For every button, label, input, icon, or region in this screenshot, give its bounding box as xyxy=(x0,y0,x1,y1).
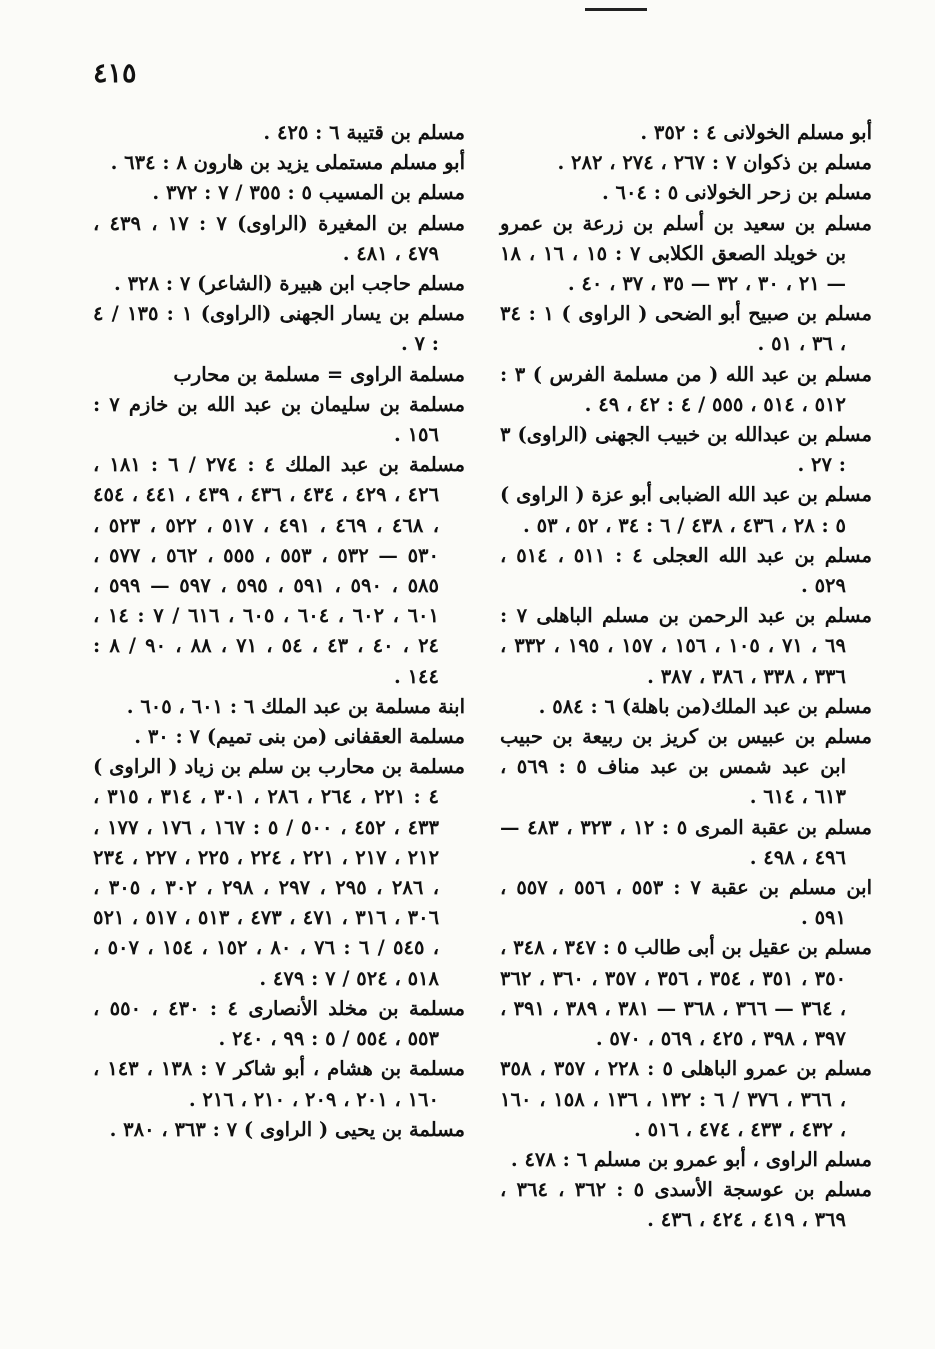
index-entry: أبو مسلم مستملى يزيد بن هارون ٨ : ٦٣٤ . xyxy=(110,151,465,175)
index-entry: مسلم بن عبيس بن كريز بن ربيعة بن حبيب ابن عبد شمس بن عبد مناف ٥ : ٥٦٩ ، ٦١٣ ، ٦١٤ . xyxy=(500,725,872,809)
index-entry: ابنة مسلمة بن عبد الملك ٦ : ٦٠١ ، ٦٠٥ . xyxy=(126,694,465,718)
index-entry: مسلم بن عبد الله ( من مسلمة الفرس ) ٣ : ٥١٢ ، ٥١٤ ، ٥٥٥ / ٤ : ٤٢ ، ٤٩ . xyxy=(500,362,872,416)
index-entry: مسلم بن يسار الجهنى (الراوى) ١ : ١٣٥ / ٤ : ٧ . xyxy=(93,302,465,356)
index-entry: مسلم بن عوسجة الأسدى ٥ : ٣٦٢ ، ٣٦٤ ، ٣٦٩ ، ٤١٩ ، ٤٢٤ ، ٤٣٦ . xyxy=(500,1178,872,1232)
index-entry: مسلم بن زحر الخولانى ٥ : ٦٠٤ . xyxy=(601,181,872,205)
index-entry: مسلم بن عبد الرحمن بن مسلم الباهلى ٧ : ٦٩ ، ٧١ ، ١٠٥ ، ١٥٦ ، ١٥٧ ، ١٩٥ ، ٣٣٢ ، ٣٣٦ ، ٣٣٨ ، ٣٨٦ ، ٣٨٧ . xyxy=(500,604,872,688)
page-number: ٤١٥ xyxy=(93,58,137,89)
index-entry: مسلم الراوى ، أبو عمرو بن مسلم ٦ : ٤٧٨ . xyxy=(510,1147,872,1171)
top-rule xyxy=(585,8,647,11)
index-entry: مسلمة بن محارب بن سلم بن زياد ( الراوى ) ٤ : ٢٢١ ، ٢٦٤ ، ٢٨٦ ، ٣٠١ ، ٣١٤ ، ٣١٥ ، ٤٣٣ ، ٤٥٢ ، ٥٠٠ / ٥ : ١٦٧ ، ١٧٦ ، ١٧٧ ، ٢١٢ ، ٢١٧ ، ٢٢١ ، ٢٢٤ ، ٢٢٥ ، ٢٢٧ ، ٢٣٤ ، ٢٨٦ ، ٢٩٥ ، ٢٩٧ ، ٢٩٨ ، ٣٠٢ ، ٣٠٥ ، ٣٠٦ ، ٣١٦ ، ٤٧١ ، ٤٧٣ ، ٥١٣ ، ٥١٧ ، ٥٢١ ، ٥٤٥ / ٦ : ٧٦ ، ٨٠ ، ١٥٢ ، ١٥٤ ، ٥٠٧ ، ٥١٨ ، ٥٢٤ / ٧ : ٤٧٩ . xyxy=(93,755,465,990)
index-entry: مسلمة بن مخلد الأنصارى ٤ : ٤٣٠ ، ٥٥٠ ، ٥٥٣ ، ٥٥٤ / ٥ : ٩٩ ، ٢٤٠ . xyxy=(93,996,466,1051)
index-entry: مسلم بن صبيح أبو الضحى ( الراوى ) ١ : ٣٤ ، ٣٦ ، ٥١ . xyxy=(500,302,873,356)
index-entry: مسلم بن عبدالله بن خبيب الجهنى (الراوى) ٣ : ٢٧ . xyxy=(500,423,872,477)
index-entry: مسلم بن المسيب ٥ : ٣٥٥ / ٧ : ٣٧٢ . xyxy=(152,181,465,205)
index-entry: مسلم بن عقبة المرى ٥ : ١٢ ، ٣٢٣ ، ٤٨٣ — ٤٩٦ ، ٤٩٨ . xyxy=(500,815,872,869)
index-entry: ابن مسلم بن عقبة ٧ : ٥٥٣ ، ٥٥٦ ، ٥٥٧ ، ٥٩١ . xyxy=(500,876,873,930)
index-entry: مسلم بن ذكوان ٧ : ٢٦٧ ، ٢٧٤ ، ٢٨٢ . xyxy=(557,151,872,175)
index-entry: مسلم بن قتيبة ٦ : ٤٢٥ . xyxy=(263,121,465,144)
index-entry: مسلمة الراوى = مسلمة بن محارب xyxy=(173,362,465,386)
index-entry: مسلمة بن هشام ، أبو شاكر ٧ : ١٣٨ ، ١٤٣ ، ١٦٠ ، ٢٠١ ، ٢٠٩ ، ٢١٠ ، ٢١٦ . xyxy=(93,1057,465,1111)
index-column-right xyxy=(500,118,872,1236)
index-column-left xyxy=(93,118,465,1145)
index-entry: مسلم بن عقيل بن أبى طالب ٥ : ٣٤٧ ، ٣٤٨ ، ٣٥٠ ، ٣٥١ ، ٣٥٤ ، ٣٥٦ ، ٣٥٧ ، ٣٦٠ ، ٣٦٢ ، ٣٦٤ — ٣٦٦ ، ٣٦٨ — ٣٨١ ، ٣٨٩ ، ٣٩١ ، ٣٩٧ ، ٣٩٨ ، ٤٢٥ ، ٥٦٩ ، ٥٧٠ . xyxy=(500,936,873,1051)
index-entry: أبو مسلم الخولانى ٤ : ٣٥٢ . xyxy=(640,121,872,144)
index-entry: مسلم حاجب ابن هبيرة (الشاعر) ٧ : ٣٢٨ . xyxy=(114,272,465,296)
index-entry: مسلم بن عبد الملك(من باهلة) ٦ : ٥٨٤ . xyxy=(538,694,872,718)
index-entry: مسلمة العقفانى (من بنى تميم) ٧ : ٣٠ . xyxy=(134,725,465,749)
index-entry: مسلم بن سعيد بن أسلم بن زرعة بن عمرو بن خويلد الصعق الكلابى ٧ : ١٥ ، ١٦ ، ١٨ — ٢١ ، ٣٠ ، ٣٢ — ٣٥ ، ٣٧ ، ٤٠ . xyxy=(500,211,872,296)
index-entry: مسلم بن المغيرة (الراوى) ٧ : ١٧ ، ٤٣٩ ، ٤٧٩ ، ٤٨١ . xyxy=(93,211,466,265)
index-entry: مسلمة بن سليمان بن عبد الله بن خازم ٧ : ١٥٦ . xyxy=(93,392,465,447)
index-entry: مسلم بن عمرو الباهلى ٥ : ٢٢٨ ، ٣٥٧ ، ٣٥٨ ، ٣٦٦ ، ٣٧٦ / ٦ : ١٣٢ ، ١٣٦ ، ١٥٨ ، ١٦٠ ، ٤٣٢ ، ٤٣٣ ، ٤٧٤ ، ٥١٦ . xyxy=(500,1057,872,1141)
index-entry: مسلمة بن عبد الملك ٤ : ٢٧٤ / ٦ : ١٨١ ، ٤٢٦ ، ٤٢٩ ، ٤٣٤ ، ٤٣٦ ، ٤٣٩ ، ٤٤١ ، ٤٥٤ ، ٤٦٨ ، ٤٦٩ ، ٤٩١ ، ٥١٧ ، ٥٢٢ ، ٥٢٣ ، ٥٣٠ — ٥٣٢ ، ٥٥٣ ، ٥٥٥ ، ٥٦٢ ، ٥٧٧ ، ٥٨٥ ، ٥٩٠ ، ٥٩١ ، ٥٩٥ ، ٥٩٧ — ٥٩٩ ، ٦٠١ ، ٦٠٢ ، ٦٠٤ ، ٦٠٥ ، ٦١٦ / ٧ : ١٤ ، ٢٤ ، ٤٠ ، ٤٣ ، ٥٤ ، ٧١ ، ٨٨ ، ٩٠ / ٨ : ١٤٤ . xyxy=(93,453,465,688)
index-entry: مسلم بن عبد الله الضبابى أبو عزة ( الراوى ) ٥ : ٢٨ ، ٤٣٦ ، ٤٣٨ / ٦ : ٣٤ ، ٥٢ ، ٥٣ . xyxy=(500,483,872,537)
index-entry: مسلم بن عبد الله العجلى ٤ : ٥١١ ، ٥١٤ ، ٥٢٩ . xyxy=(500,543,872,598)
index-entry: مسلمة بن يحيى ( الراوى ) ٧ : ٣٦٣ ، ٣٨٠ . xyxy=(109,1117,465,1141)
